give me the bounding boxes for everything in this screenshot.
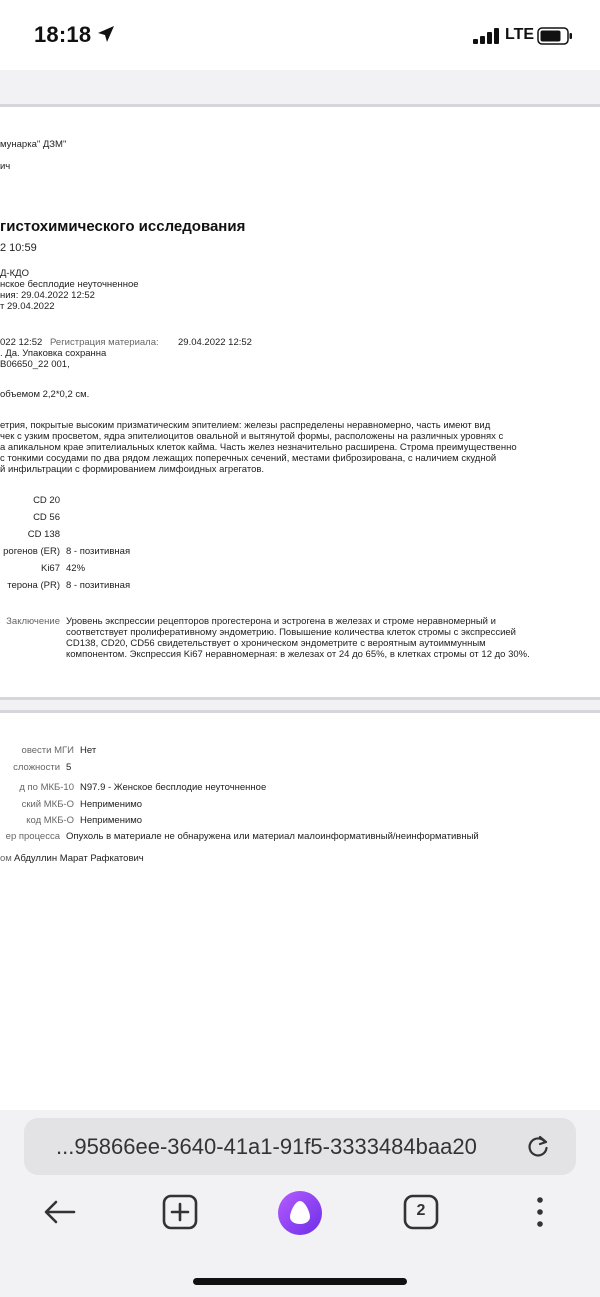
org-line-2: ич (0, 161, 11, 172)
battery-icon (537, 27, 573, 45)
document-page-1 (0, 104, 600, 700)
signal-icon (473, 28, 501, 44)
network-type: LTE (505, 26, 535, 43)
conclusion-label: Заключение (6, 616, 60, 627)
new-tab-plus-icon[interactable] (160, 1192, 200, 1232)
description-line: а апикальном крае эпителиальных клеток кайма. Часть желез незначительно расширена. Строма преимущественно (0, 442, 517, 453)
field-value: Опухоль в материале не обнаружена или материал малоинформативный/неинформативный (66, 831, 479, 842)
conclusion-line: Уровень экспрессии рецепторов прогестерона и эстрогена в железах и строме неравномерный и (66, 616, 496, 627)
description-line: с тонкими сосудами по два рядом лежащих поперечных сечений, местами фиброзирована, с наличием скудной (0, 453, 497, 464)
field-value: 5 (66, 762, 72, 773)
tabs-count: 2 (416, 1202, 426, 1219)
browser-toolbar (0, 1110, 600, 1297)
conclusion-line: соответствует пролиферативному эндометрию. Повышение количества клеток стромы с экспрессией (66, 627, 516, 638)
marker-label: рогенов (ER) (3, 546, 60, 557)
field-label: овести МГИ (21, 745, 74, 756)
status-time: 18:18 (34, 22, 92, 47)
page-title: гистохимического исследования (0, 218, 246, 235)
marker-value: 8 - позитивная (66, 546, 131, 557)
description-line: етрия, покрытые высоким призматическим эпителием: железы распределены неравномерно, часть имеют вид (0, 420, 491, 431)
field-label: сложности (13, 762, 60, 773)
tabs-switcher-button[interactable] (401, 1192, 441, 1232)
document-page-2 (0, 710, 600, 1110)
field-label: код МКБ-О (26, 815, 74, 826)
field-value: Абдуллин Марат Рафкатович (14, 853, 144, 864)
registration-label: Регистрация материала: (50, 337, 159, 348)
conclusion-line: CD138, CD20, CD56 свидетельствует о хроническом эндометрите с вероятным аутоиммунным (66, 638, 486, 649)
date-line: 2 10:59 (0, 242, 37, 254)
url-text[interactable]: ...95866ee-3640-41a1-91f5-3333484baa20 (56, 1134, 477, 1159)
marker-label: CD 138 (27, 529, 60, 540)
address-bar[interactable] (24, 1118, 576, 1175)
marker-label: терона (PR) (7, 580, 60, 591)
package-line: . Да. Упаковка сохранна (0, 348, 107, 359)
field-label: ом (0, 853, 12, 864)
reload-icon[interactable] (525, 1134, 551, 1160)
org-line: мунарка" ДЗМ" (0, 139, 67, 150)
field-label: ский МКБ-О (21, 799, 74, 810)
field-label: ер процесса (5, 831, 60, 842)
description-line: й инфильтрации с формированием лимфоидных агрегатов. (0, 464, 265, 475)
marker-value: 42% (66, 563, 86, 574)
field-value: Неприменимо (80, 815, 143, 826)
more-vertical-icon[interactable] (520, 1192, 560, 1232)
back-arrow-icon[interactable] (40, 1192, 80, 1232)
material-code: В06650_22 001, (0, 359, 70, 370)
info-line-3: ния: 29.04.2022 12:52 (0, 290, 95, 301)
location-arrow-icon (96, 24, 116, 44)
conclusion-line: компонентом. Экспрессия Ki67 неравномерная: в железах от 24 до 65%, в клетках стромы от 12 до 30%. (66, 649, 530, 660)
volume-line: объемом 2,2*0,2 см. (0, 389, 90, 400)
field-value: N97.9 - Женское бесплодие неуточненное (80, 782, 267, 793)
home-indicator[interactable] (193, 1278, 407, 1285)
alice-assistant-icon[interactable] (277, 1190, 323, 1236)
status-bar (0, 0, 600, 70)
field-value: Нет (80, 745, 97, 756)
info-line-1: Д-КДО (0, 268, 29, 279)
receive-date: 022 12:52 (0, 337, 43, 348)
info-line-4: т 29.04.2022 (0, 301, 55, 312)
field-label: д по МКБ-10 (19, 782, 74, 793)
marker-label: CD 56 (33, 512, 60, 523)
description-line: чек с узким просветом, ядра эпителиоцитов овальной и вытянутой формы, расположены на различных уровнях с (0, 431, 504, 442)
marker-label: Ki67 (40, 563, 60, 574)
registration-value: 29.04.2022 12:52 (178, 337, 252, 348)
info-line-2: нское бесплодие неуточненное (0, 279, 139, 290)
marker-label: CD 20 (33, 495, 60, 506)
field-value: Неприменимо (80, 799, 143, 810)
marker-value: 8 - позитивная (66, 580, 131, 591)
